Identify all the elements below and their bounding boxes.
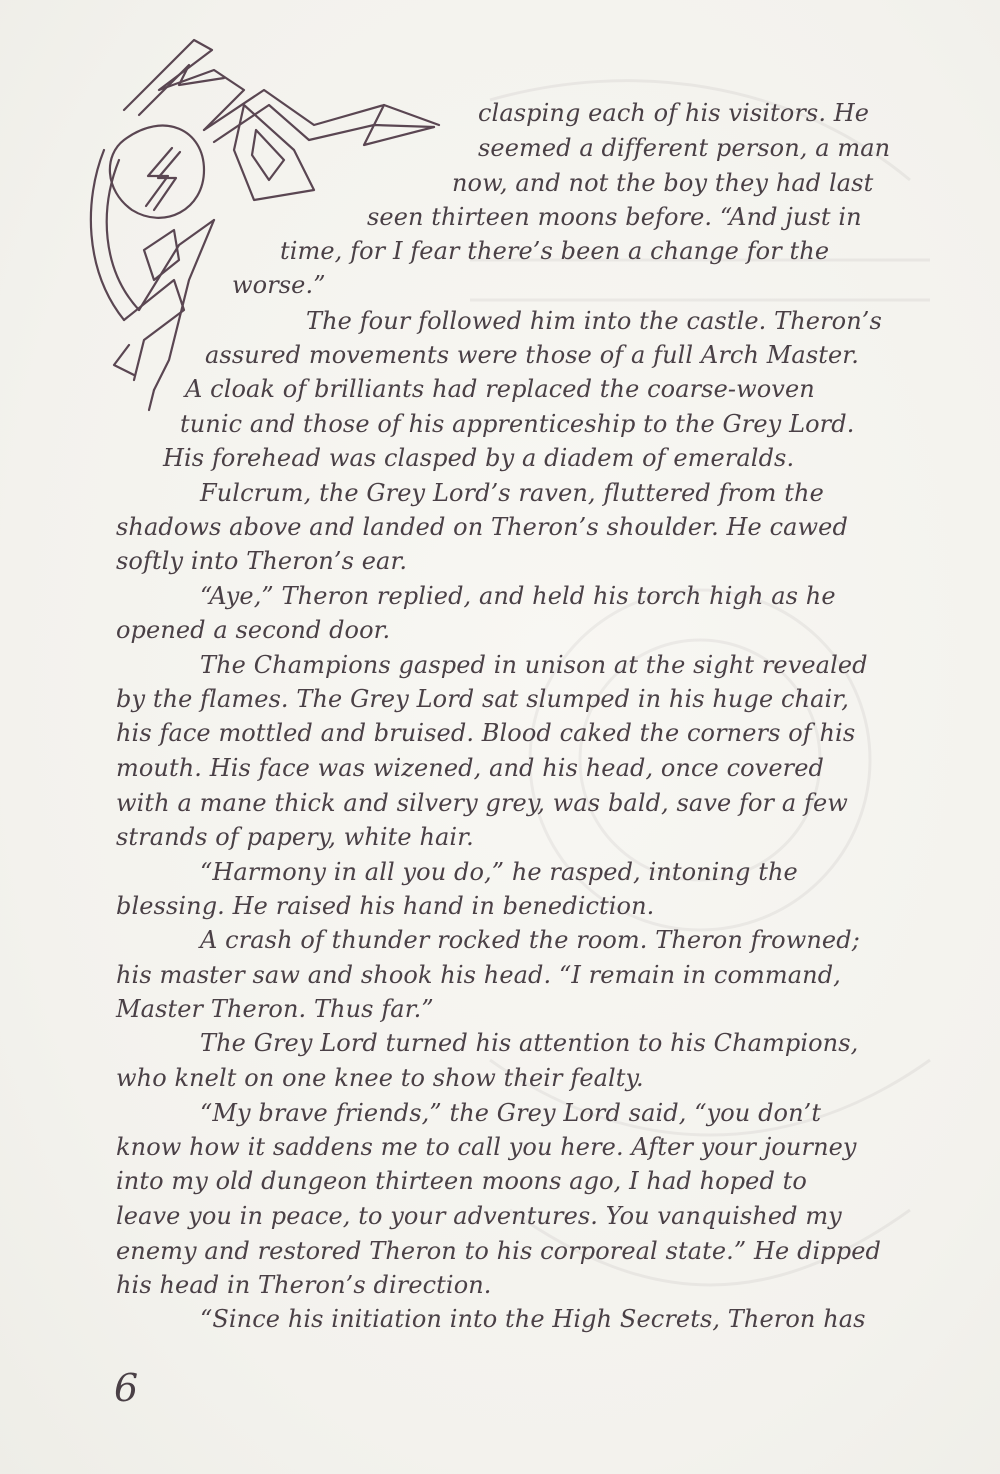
- text-line: now, and not the boy they had last: [452, 169, 874, 197]
- text-line: by the flames. The Grey Lord sat slumped in his huge chair,: [116, 685, 849, 713]
- text-line: “Harmony in all you do,” he rasped, intoning the: [200, 858, 798, 886]
- text-line: enemy and restored Theron to his corporeal state.” He dipped: [116, 1237, 881, 1265]
- text-line: mouth. His face was wizened, and his head, once covered: [116, 754, 824, 782]
- text-line: tunic and those of his apprenticeship to the Grey Lord.: [180, 410, 855, 438]
- text-line: The Champions gasped in unison at the sight revealed: [200, 651, 868, 679]
- text-line: A cloak of brilliants had replaced the coarse-woven: [185, 375, 815, 403]
- text-line: “Aye,” Theron replied, and held his torch high as he: [200, 582, 836, 610]
- text-line: worse.”: [232, 271, 326, 299]
- text-line: His forehead was clasped by a diadem of emeralds.: [163, 444, 795, 472]
- text-line: leave you in peace, to your adventures. You vanquished my: [116, 1202, 842, 1230]
- text-line: strands of papery, white hair.: [116, 823, 474, 851]
- text-line: with a mane thick and silvery grey, was bald, save for a few: [116, 789, 848, 817]
- text-line: his head in Theron’s direction.: [116, 1271, 492, 1299]
- text-line: Master Theron. Thus far.”: [116, 995, 434, 1023]
- text-line: softly into Theron’s ear.: [116, 547, 408, 575]
- text-line: The Grey Lord turned his attention to his Champions,: [200, 1029, 859, 1057]
- text-line: his master saw and shook his head. “I remain in command,: [116, 961, 841, 989]
- text-line: clasping each of his visitors. He: [478, 99, 870, 127]
- text-line: Fulcrum, the Grey Lord’s raven, fluttered from the: [200, 479, 824, 507]
- text-line: who knelt on one knee to show their fealty.: [116, 1064, 644, 1092]
- text-line: seemed a different person, a man: [478, 134, 891, 162]
- text-line: his face mottled and bruised. Blood caked the corners of his: [116, 719, 856, 747]
- text-line: seen thirteen moons before. “And just in: [367, 203, 862, 231]
- text-line: assured movements were those of a full Arch Master.: [205, 341, 859, 369]
- text-line: “My brave friends,” the Grey Lord said, “you don’t: [200, 1099, 822, 1127]
- text-line: A crash of thunder rocked the room. Theron frowned;: [200, 926, 860, 954]
- text-line: The four followed him into the castle. Theron’s: [306, 307, 882, 335]
- text-line: blessing. He raised his hand in benediction.: [116, 892, 655, 920]
- page-number: 6: [114, 1366, 139, 1410]
- text-line: time, for I fear there’s been a change for the: [280, 237, 830, 265]
- text-line: opened a second door.: [116, 616, 391, 644]
- text-line: “Since his initiation into the High Secrets, Theron has: [200, 1305, 866, 1333]
- text-line: into my old dungeon thirteen moons ago, I had hoped to: [116, 1167, 807, 1195]
- text-line: shadows above and landed on Theron’s shoulder. He cawed: [116, 513, 848, 541]
- text-line: know how it saddens me to call you here. After your journey: [116, 1133, 857, 1161]
